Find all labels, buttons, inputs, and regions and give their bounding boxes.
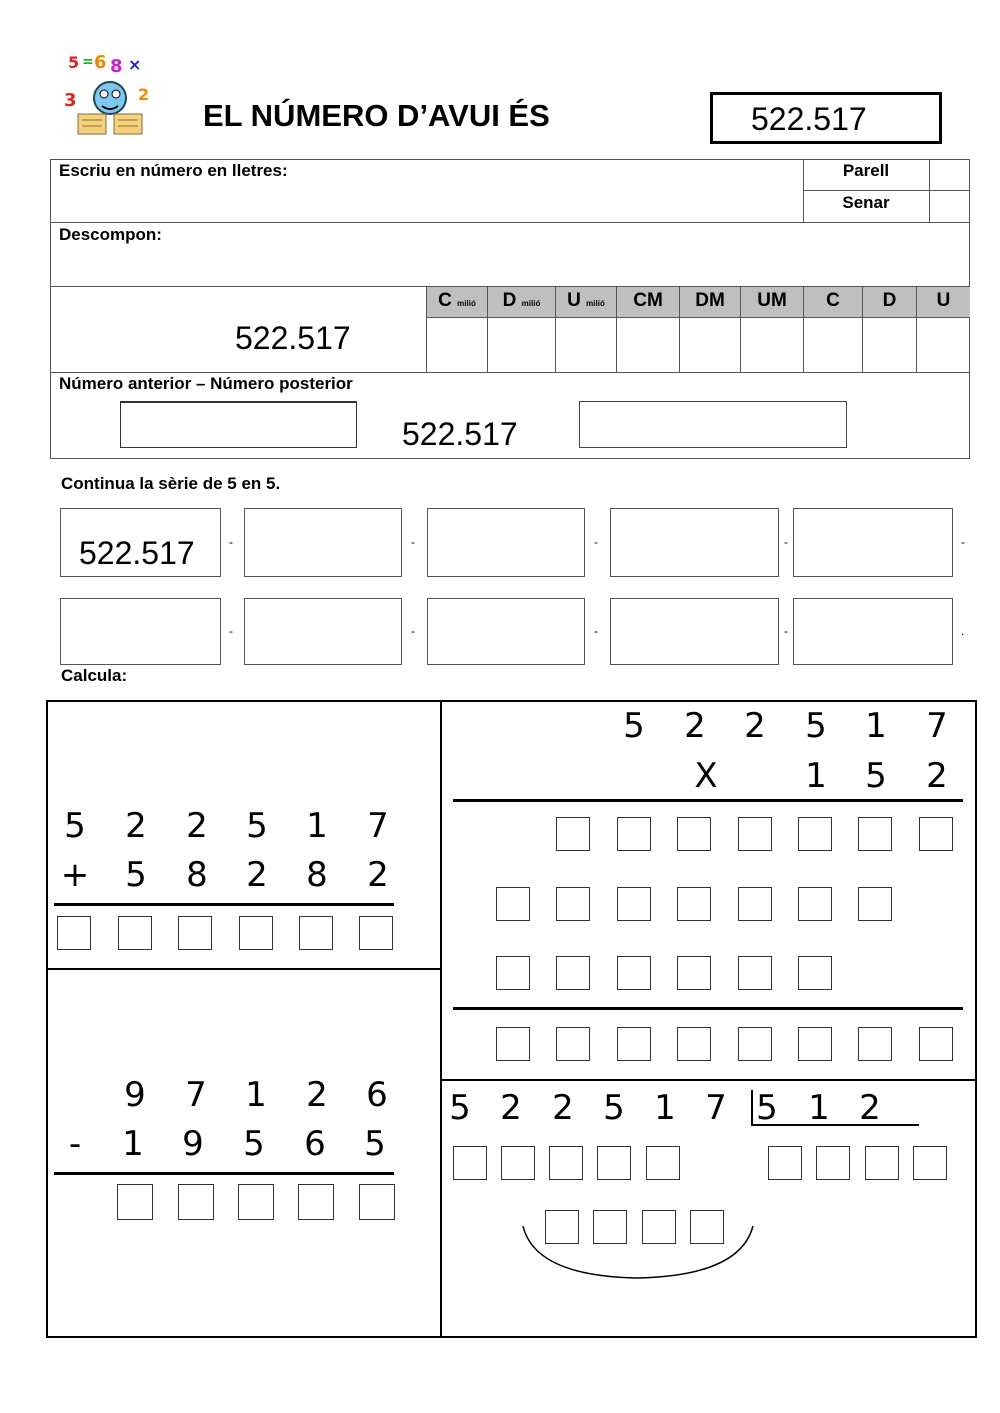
digit: 8 xyxy=(186,855,208,895)
answer-box[interactable] xyxy=(178,1184,214,1220)
digit: 2 xyxy=(859,1088,881,1128)
answer-box[interactable] xyxy=(298,1184,334,1220)
svg-text:×: × xyxy=(128,55,142,74)
digit: 5 xyxy=(449,1088,471,1128)
digit: 5 xyxy=(246,806,268,846)
digit: 2 xyxy=(125,806,147,846)
quotient-box[interactable] xyxy=(913,1146,947,1180)
digit: 2 xyxy=(186,806,208,846)
digit: 5 xyxy=(64,806,86,846)
digit: 5 xyxy=(805,706,827,746)
calc-grid xyxy=(46,700,977,1338)
answer-box[interactable] xyxy=(57,916,91,950)
answer-box[interactable] xyxy=(118,916,152,950)
series-separator: - xyxy=(784,624,788,638)
answer-box[interactable] xyxy=(359,1184,395,1220)
series-box-8[interactable] xyxy=(427,598,585,665)
answer-box[interactable] xyxy=(501,1146,535,1180)
remainder-arc xyxy=(515,1222,760,1282)
answer-box[interactable] xyxy=(617,817,651,851)
odd-label: Senar xyxy=(842,193,890,212)
neighbors-number: 522.517 xyxy=(402,416,518,452)
digit: 2 xyxy=(367,855,389,895)
answer-box[interactable] xyxy=(646,1146,680,1180)
svg-text:=: = xyxy=(82,54,94,70)
answer-box[interactable] xyxy=(299,916,333,950)
answer-box[interactable] xyxy=(178,916,212,950)
series-box-3[interactable] xyxy=(427,508,585,577)
svg-text:8: 8 xyxy=(110,56,123,77)
answer-box[interactable] xyxy=(238,1184,274,1220)
answer-box[interactable] xyxy=(549,1146,583,1180)
quotient-box[interactable] xyxy=(816,1146,850,1180)
answer-box[interactable] xyxy=(496,956,530,990)
series-separator: - xyxy=(411,624,415,638)
digit: 1 xyxy=(306,806,328,846)
answer-box[interactable] xyxy=(858,1027,892,1061)
series-separator: - xyxy=(784,535,788,549)
answer-box[interactable] xyxy=(858,887,892,921)
digit: 5 xyxy=(756,1088,778,1128)
decompose-label: Descompon: xyxy=(59,225,162,244)
series-box-5[interactable] xyxy=(793,508,953,577)
minus-sign: - xyxy=(68,1124,82,1164)
digit: 8 xyxy=(306,855,328,895)
series-separator: - xyxy=(229,535,233,549)
series-box-10[interactable] xyxy=(793,598,953,665)
series-separator: - xyxy=(594,535,598,549)
digit: 1 xyxy=(122,1124,144,1164)
number-of-day: 522.517 xyxy=(751,101,867,137)
series-label: Continua la sèrie de 5 en 5. xyxy=(61,474,281,493)
even-label: Parell xyxy=(842,161,890,180)
next-number-input[interactable] xyxy=(579,401,847,448)
series-separator: - xyxy=(594,624,598,638)
answer-box[interactable] xyxy=(677,1027,711,1061)
svg-text:2: 2 xyxy=(138,85,150,104)
place-value-header-c: C xyxy=(804,287,863,317)
answer-box[interactable] xyxy=(677,956,711,990)
digit: 1 xyxy=(805,756,827,796)
answer-box[interactable] xyxy=(858,817,892,851)
answer-box[interactable] xyxy=(556,1027,590,1061)
series-box-4[interactable] xyxy=(610,508,779,577)
neighbors-label: Número anterior – Número posterior xyxy=(59,374,353,393)
answer-box[interactable] xyxy=(496,887,530,921)
svg-text:3: 3 xyxy=(64,90,77,111)
answer-box[interactable] xyxy=(798,956,832,990)
digit: 2 xyxy=(684,706,706,746)
svg-text:5: 5 xyxy=(68,53,80,72)
answer-box[interactable] xyxy=(738,956,772,990)
series-separator: - xyxy=(229,624,233,638)
digit: 7 xyxy=(926,706,948,746)
digit: 6 xyxy=(366,1075,388,1115)
write-in-letters-label: Escriu en número en lletres: xyxy=(59,161,288,180)
even-checkbox[interactable] xyxy=(930,160,969,190)
times-sign: X xyxy=(694,756,718,796)
series-separator: - xyxy=(411,535,415,549)
series-box-7[interactable] xyxy=(244,598,402,665)
answer-box[interactable] xyxy=(798,887,832,921)
addition-line xyxy=(54,903,394,906)
subtraction-line xyxy=(54,1172,394,1175)
digit: 5 xyxy=(603,1088,625,1128)
odd-checkbox[interactable] xyxy=(930,191,969,221)
answer-box[interactable] xyxy=(798,1027,832,1061)
answer-box[interactable] xyxy=(798,817,832,851)
multiplication-sum-line xyxy=(453,1007,963,1010)
answer-box[interactable] xyxy=(617,887,651,921)
answer-box[interactable] xyxy=(453,1146,487,1180)
place-value-header-u: U xyxy=(917,287,970,317)
answer-box[interactable] xyxy=(617,1027,651,1061)
svg-text:6: 6 xyxy=(94,52,107,73)
digit: 2 xyxy=(926,756,948,796)
previous-number-input[interactable] xyxy=(120,401,357,448)
math-kid-logo-icon xyxy=(62,48,158,140)
plus-sign: + xyxy=(60,855,90,895)
digit: 5 xyxy=(243,1124,265,1164)
place-value-header-d: D xyxy=(863,287,917,317)
digit: 7 xyxy=(705,1088,727,1128)
digit: 5 xyxy=(364,1124,386,1164)
answer-box[interactable] xyxy=(556,817,590,851)
answer-box[interactable] xyxy=(738,817,772,851)
series-separator: . xyxy=(961,624,965,638)
digit: 7 xyxy=(185,1075,207,1115)
digit: 2 xyxy=(500,1088,522,1128)
series-box-6[interactable] xyxy=(60,598,221,665)
digit: 2 xyxy=(744,706,766,746)
answer-box[interactable] xyxy=(556,956,590,990)
answer-box[interactable] xyxy=(677,887,711,921)
series-box-2[interactable] xyxy=(244,508,402,577)
digit: 5 xyxy=(125,855,147,895)
series-box-9[interactable] xyxy=(610,598,779,665)
answer-box[interactable] xyxy=(738,887,772,921)
place-value-header-c-million: C milió xyxy=(427,287,488,317)
answer-box[interactable] xyxy=(359,916,393,950)
calc-label: Calcula: xyxy=(61,666,128,685)
digit: 2 xyxy=(552,1088,574,1128)
place-value-header-u-million: U milió xyxy=(556,287,617,317)
digit: 5 xyxy=(865,756,887,796)
place-value-header-dm: DM xyxy=(680,287,741,317)
digit: 9 xyxy=(182,1124,204,1164)
answer-box[interactable] xyxy=(677,817,711,851)
digit: 1 xyxy=(808,1088,830,1128)
digit: 9 xyxy=(124,1075,146,1115)
digit: 1 xyxy=(865,706,887,746)
answer-box[interactable] xyxy=(597,1146,631,1180)
answer-box[interactable] xyxy=(919,817,953,851)
answer-box[interactable] xyxy=(617,956,651,990)
place-value-header-d-million: D milió xyxy=(488,287,556,317)
answer-box[interactable] xyxy=(919,1027,953,1061)
answer-box[interactable] xyxy=(556,887,590,921)
digit: 5 xyxy=(623,706,645,746)
place-value-header-cm: CM xyxy=(617,287,680,317)
quotient-box[interactable] xyxy=(768,1146,802,1180)
answer-box[interactable] xyxy=(239,916,273,950)
place-value-number: 522.517 xyxy=(235,320,351,356)
digit: 2 xyxy=(246,855,268,895)
multiplication-line xyxy=(453,799,963,802)
series-separator: - xyxy=(961,535,965,549)
answer-box[interactable] xyxy=(496,1027,530,1061)
answer-box[interactable] xyxy=(117,1184,153,1220)
digit: 1 xyxy=(245,1075,267,1115)
digit: 7 xyxy=(367,806,389,846)
place-value-header-um: UM xyxy=(741,287,804,317)
digit: 2 xyxy=(306,1075,328,1115)
answer-box[interactable] xyxy=(738,1027,772,1061)
digit: 6 xyxy=(304,1124,326,1164)
series-first-value: 522.517 xyxy=(79,535,195,571)
number-of-day-box xyxy=(710,92,942,144)
page-title: EL NÚMERO D’AVUI ÉS xyxy=(203,98,550,133)
quotient-box[interactable] xyxy=(865,1146,899,1180)
digit: 1 xyxy=(654,1088,676,1128)
decompose-answer-area[interactable] xyxy=(60,248,960,282)
series-box-1 xyxy=(60,508,221,577)
